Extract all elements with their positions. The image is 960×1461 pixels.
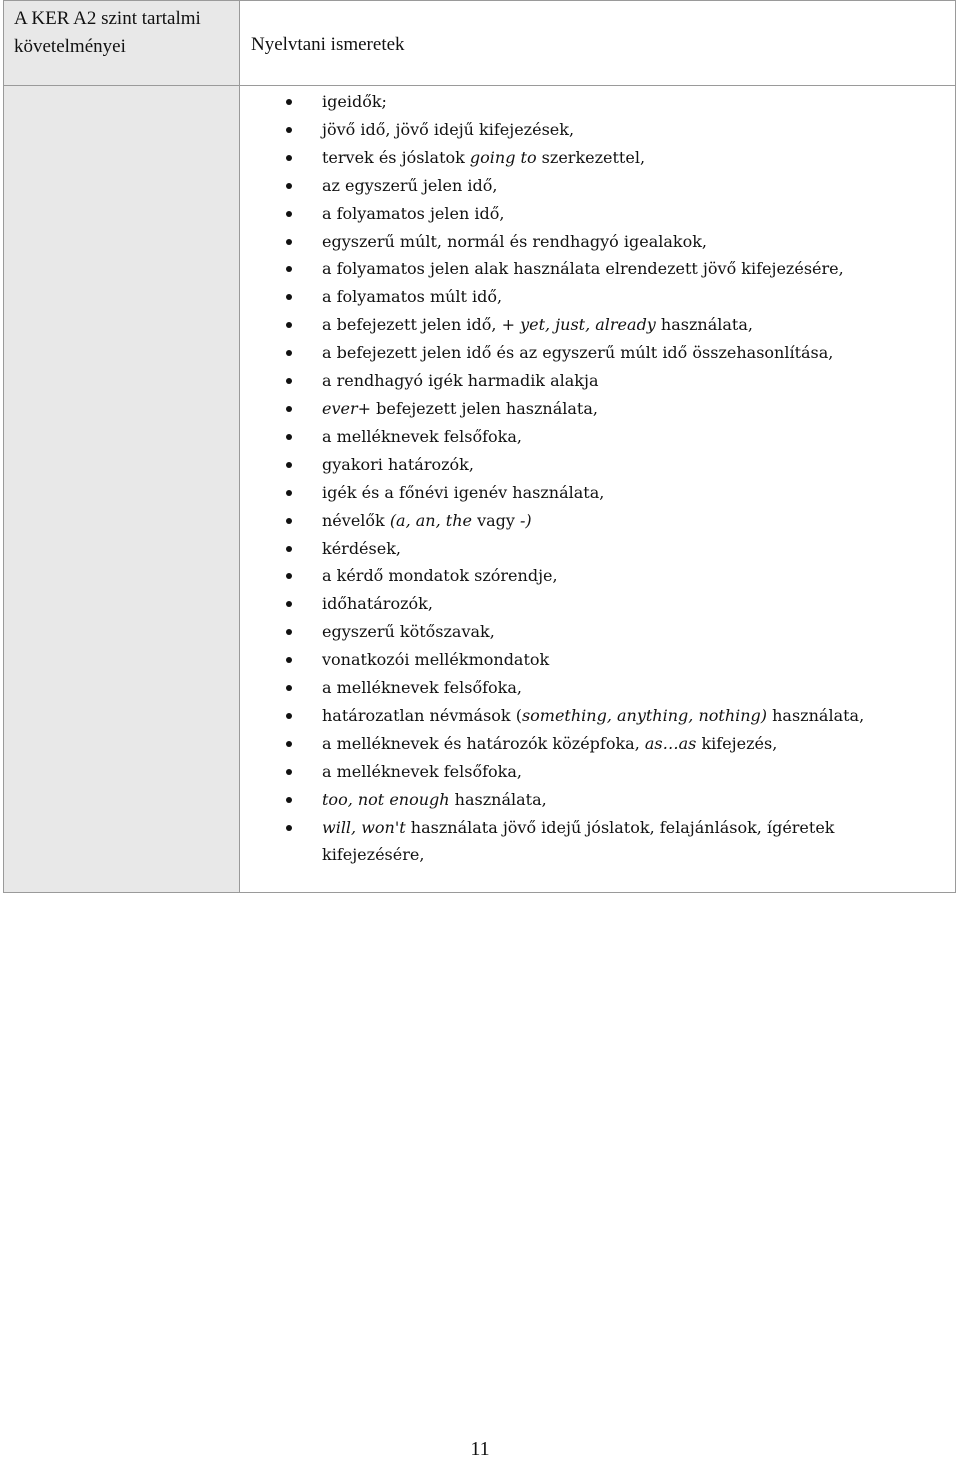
grammar-list: [280, 88, 920, 869]
list-item-text: a folyamatos jelen idő,: [322, 203, 505, 223]
bullet-icon: [286, 350, 292, 356]
list-item-text: -): [520, 510, 532, 530]
list-item: [280, 339, 920, 367]
list-item-text: használata,: [449, 789, 547, 809]
list-item-text: yet, just, already: [520, 315, 656, 335]
list-item: [280, 144, 920, 172]
list-item-text: kifejezés,: [696, 733, 778, 753]
list-item-text: gyakori határozók,: [322, 454, 474, 474]
bullet-icon: [286, 518, 292, 524]
list-item: [280, 702, 920, 730]
list-item: [280, 367, 920, 395]
left-column-header: A KER A2 szint tartalmi követelményei: [14, 8, 201, 57]
list-item: [280, 311, 920, 339]
list-item: [280, 479, 920, 507]
list-item: [280, 395, 920, 423]
list-item: [280, 283, 920, 311]
list-item: [280, 535, 920, 563]
bullet-icon: [286, 211, 292, 217]
list-item: [280, 255, 920, 283]
bullet-icon: [286, 155, 292, 161]
list-item-text: as…as: [644, 733, 697, 753]
list-item: [280, 562, 920, 590]
list-item-text: a melléknevek felsőfoka,: [322, 761, 522, 781]
list-item: [280, 88, 920, 116]
bullet-icon: [286, 406, 292, 412]
list-item: [280, 451, 920, 479]
list-item-text: a kérdő mondatok szórendje,: [322, 566, 558, 586]
list-item-text: a rendhagyó igék harmadik alakja: [322, 371, 599, 391]
bullet-icon: [286, 741, 292, 747]
list-item-text: a melléknevek felsőfoka,: [322, 678, 522, 698]
list-item-text: vonatkozói mellékmondatok: [322, 650, 550, 670]
list-item: [280, 423, 920, 451]
bullet-icon: [286, 434, 292, 440]
list-item-text: will, won't: [322, 817, 406, 837]
bullet-icon: [286, 462, 292, 468]
list-item: [280, 116, 920, 144]
list-item-text: + befejezett jelen használata,: [357, 398, 598, 418]
list-item-text: szerkezettel,: [536, 147, 646, 167]
list-item-text: időhatározók,: [322, 594, 433, 614]
list-item-text: a befejezett jelen idő és az egyszerű múlt idő összehasonlítása,: [322, 343, 834, 363]
list-item-text: egyszerű kötőszavak,: [322, 622, 495, 642]
list-item-text: használata,: [655, 315, 753, 335]
list-item: [280, 507, 920, 535]
list-item-text: névelők: [322, 510, 390, 530]
header-divider: [4, 85, 955, 86]
bullet-icon: [286, 546, 292, 552]
bullet-icon: [286, 797, 292, 803]
list-item-text: a melléknevek felsőfoka,: [322, 426, 522, 446]
list-item-text: too, not enough: [322, 789, 450, 809]
bullet-icon: [286, 127, 292, 133]
bullet-icon: [286, 490, 292, 496]
list-item: [280, 786, 920, 814]
list-item-text: használata jövő idejű jóslatok, felajánlások, ígéretek kifejezésére,: [322, 817, 835, 865]
list-item-text: határozatlan névmások (: [322, 705, 522, 725]
list-item: [280, 200, 920, 228]
list-item-text: ever: [322, 398, 358, 418]
list-item-text: vagy: [471, 510, 521, 530]
bullet-icon: [286, 713, 292, 719]
left-column: [4, 1, 240, 892]
list-item: [280, 674, 920, 702]
list-item-text: a folyamatos múlt idő,: [322, 287, 503, 307]
bullet-icon: [286, 657, 292, 663]
list-item: [280, 758, 920, 786]
right-column-header: Nyelvtani ismeretek: [251, 34, 405, 55]
list-item-text: használata,: [767, 705, 865, 725]
bullet-icon: [286, 573, 292, 579]
list-item-text: going to: [469, 147, 537, 167]
page-number: 11: [470, 1438, 490, 1460]
list-item: [280, 590, 920, 618]
list-item: [280, 618, 920, 646]
list-item-text: a folyamatos jelen alak használata elrendezett jövő kifejezésére,: [322, 259, 844, 279]
list-item-text: igék és a főnévi igenév használata,: [322, 482, 605, 502]
list-item-text: something, anything, nothing): [521, 705, 768, 725]
list-item-text: egyszerű múlt, normál és rendhagyó igealakok,: [322, 231, 707, 251]
list-item-text: igeidők;: [322, 92, 387, 111]
bullet-icon: [286, 322, 292, 328]
bullet-icon: [286, 769, 292, 775]
bullet-icon: [286, 629, 292, 635]
list-item-text: az egyszerű jelen idő,: [322, 175, 498, 195]
bullet-icon: [286, 99, 292, 105]
bullet-icon: [286, 239, 292, 245]
list-item: [280, 646, 920, 674]
list-item: [280, 228, 920, 256]
list-item: [280, 172, 920, 200]
list-item-text: kérdések,: [322, 538, 401, 558]
bullet-icon: [286, 266, 292, 272]
list-item-text: a befejezett jelen idő, +: [322, 315, 521, 335]
bullet-icon: [286, 378, 292, 384]
list-item: [280, 730, 920, 758]
list-item-text: tervek és jóslatok: [322, 147, 470, 167]
list-item: [280, 814, 920, 870]
bullet-icon: [286, 825, 292, 831]
list-item-text: (a, an, the: [389, 510, 472, 530]
bullet-icon: [286, 183, 292, 189]
bullet-icon: [286, 294, 292, 300]
bullet-icon: [286, 601, 292, 607]
list-item-text: a melléknevek és határozók középfoka,: [322, 733, 645, 753]
bullet-icon: [286, 685, 292, 691]
list-item-text: jövő idő, jövő idejű kifejezések,: [322, 119, 575, 139]
